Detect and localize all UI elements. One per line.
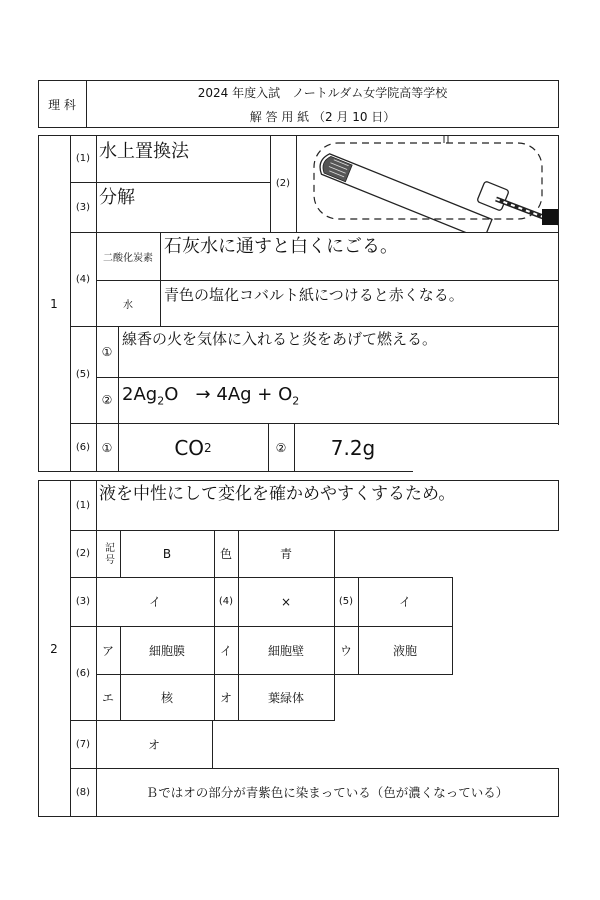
q2-6-e-answer: 核 <box>160 690 173 705</box>
q2-6-i-label: イ <box>219 643 232 658</box>
q1-number: 1 <box>50 296 58 311</box>
q1-2-label: (2) <box>275 178 291 189</box>
q2-7-answer: オ <box>147 737 160 752</box>
q2-4-answer: × <box>280 594 292 609</box>
q1-5-label: (5) <box>75 369 91 380</box>
test-tube-drawing <box>296 135 559 232</box>
q2-2-color: 青 <box>279 547 292 561</box>
subject-label: 理 科 <box>48 97 76 112</box>
q1-5-equation: $2Ag_2O$ → $4Ag + O_2$ <box>122 384 300 408</box>
q2-7-label: (7) <box>75 738 91 750</box>
q2-4-label: (4) <box>218 596 234 607</box>
q1-1-label: (1) <box>75 153 91 164</box>
q2-6-u-answer: 液胞 <box>392 643 417 658</box>
q1-3-label: (3) <box>75 201 91 213</box>
q2-8-answer: Ｂではオの部分が青紫色に染まっている（色が濃くなっている） <box>145 785 509 800</box>
q2-6-a-answer: 細胞膜 <box>148 643 185 658</box>
q1-3-answer: 分解 <box>99 187 135 208</box>
q2-6-a-label: ア <box>101 643 114 658</box>
q1-4-label: (4) <box>75 273 91 285</box>
q1-6-answer1: CO 2 <box>174 435 212 460</box>
q2-5-answer: イ <box>398 595 411 609</box>
q2-3-answer: イ <box>148 595 161 609</box>
q1-6-circle1: ① <box>101 440 113 455</box>
q1-5-answer1: 線香の火を気体に入れると炎をあげて燃える。 <box>122 330 438 348</box>
q2-6-o-answer: 葉緑体 <box>267 690 304 705</box>
sheet-title: 解 答 用 紙 （2 月 10 日） <box>249 109 396 124</box>
q2-6-e-label: エ <box>101 690 114 705</box>
q2-6-i-answer: 細胞壁 <box>267 643 304 658</box>
q1-4-co2-label: 二酸化炭素 <box>103 252 153 264</box>
q1-4-co2-answer: 石灰水に通すと白くにごる。 <box>164 236 398 257</box>
q2-1-answer: 液を中性にして変化を確かめやすくするため。 <box>99 484 456 504</box>
q2-6-u-label: ウ <box>339 643 352 658</box>
q1-6-answer2: 7.2g <box>330 435 376 460</box>
q1-5-circle1: ① <box>101 344 113 359</box>
exam-title: 2024 年度入試 ノートルダム女学院高等学校 <box>197 85 448 100</box>
q1-6-label: (6) <box>75 442 91 453</box>
q2-2-label: (2) <box>75 548 91 559</box>
q2-8-label: (8) <box>75 786 91 798</box>
q2-6-label: (6) <box>75 667 91 679</box>
q2-1-label: (1) <box>75 499 91 511</box>
q2-number: 2 <box>50 641 58 656</box>
q2-2-color-label: 色 <box>219 547 232 561</box>
q1-5-circle2: ② <box>101 393 113 407</box>
q1-6-circle2: ② <box>275 440 287 455</box>
q2-3-label: (3) <box>75 596 91 607</box>
q1-4-water-label: 水 <box>123 299 133 311</box>
q1-1-answer: 水上置換法 <box>99 141 189 162</box>
q2-2-symbol: B <box>162 546 172 561</box>
q2-6-o-label: オ <box>219 690 232 705</box>
q1-4-water-answer: 青色の塩化コバルト紙につけると赤くなる。 <box>164 286 464 304</box>
q2-2-symbol-label: 記号 <box>102 541 114 566</box>
q2-5-label: (5) <box>338 596 354 607</box>
